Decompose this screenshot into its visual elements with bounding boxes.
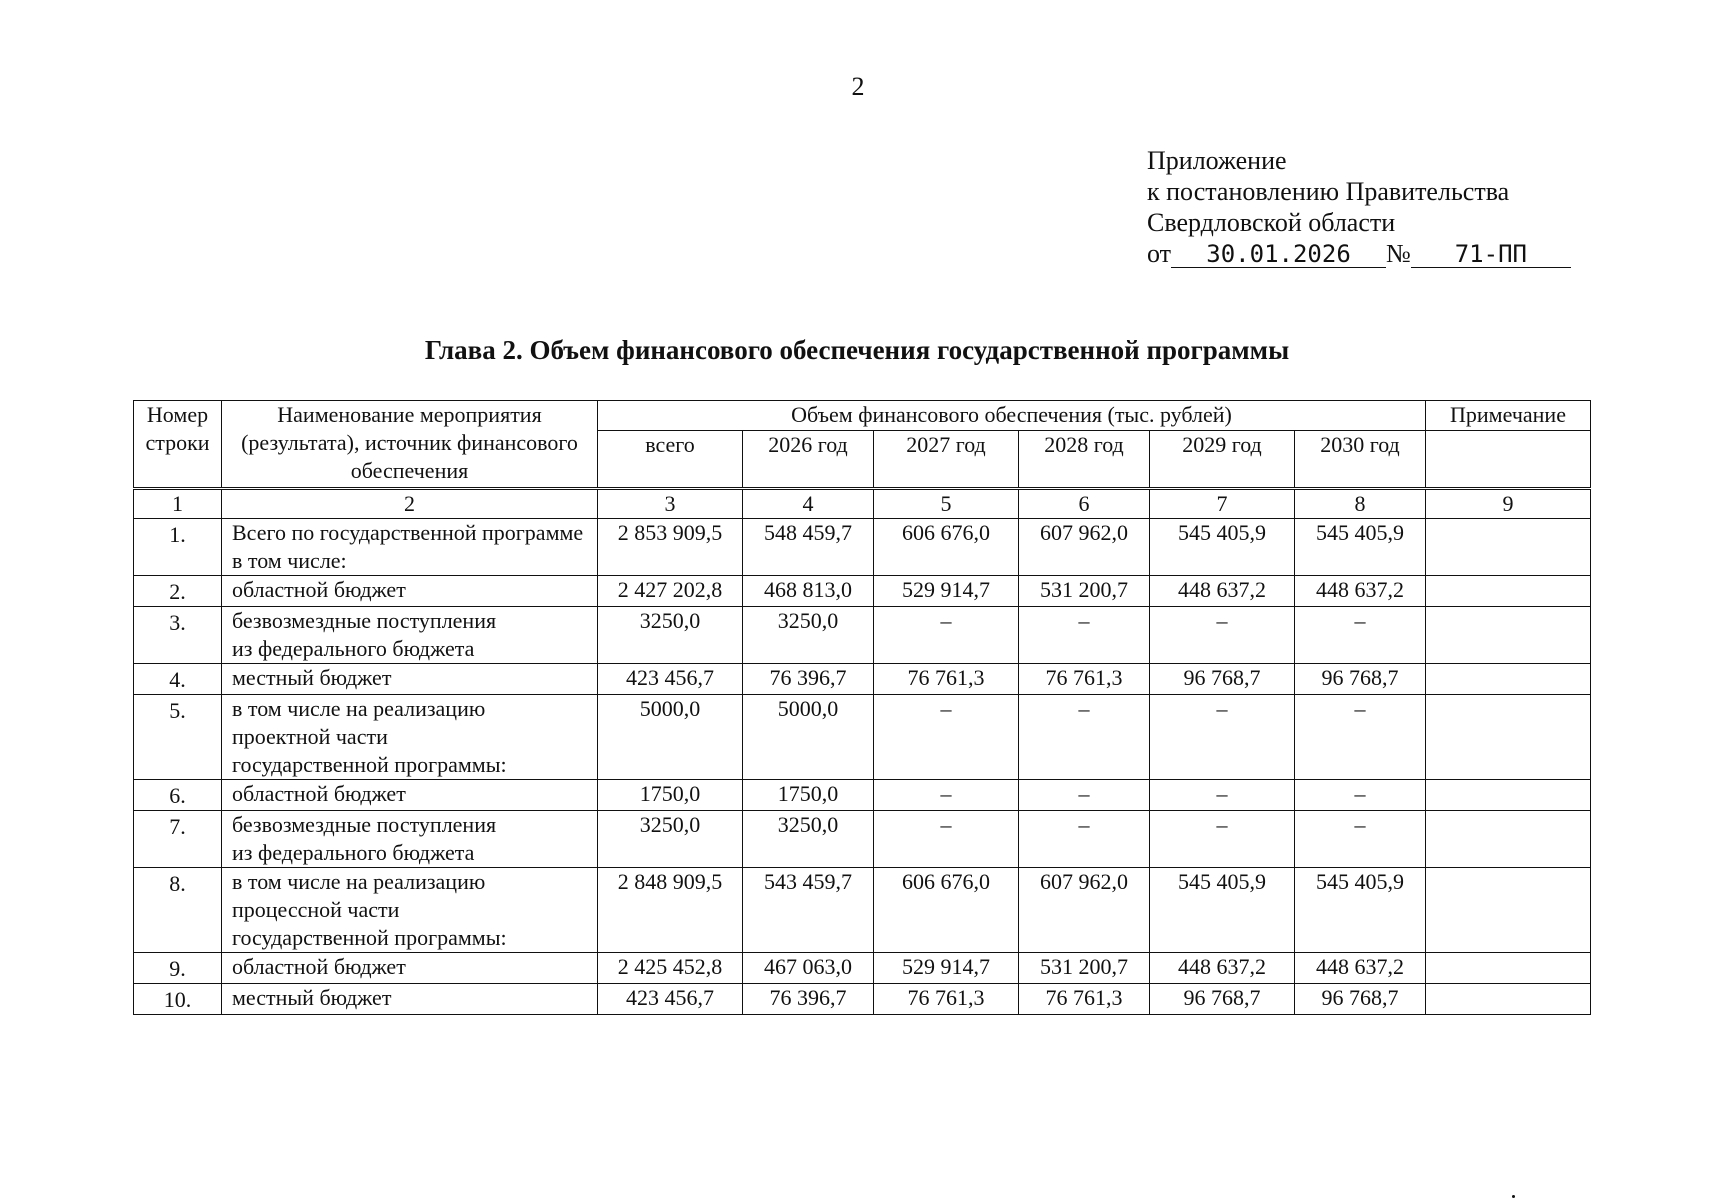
total-cell: 2 425 452,8: [598, 953, 743, 984]
header-total: всего: [598, 431, 743, 489]
table-row: [134, 695, 1591, 780]
row-number-cell: 2.: [134, 576, 222, 607]
value-2028-cell: –: [1019, 780, 1150, 811]
total-cell: 423 456,7: [598, 984, 743, 1015]
value-2029-cell: 96 768,7: [1150, 664, 1295, 695]
column-number: 4: [743, 489, 874, 519]
value-2026-cell: 548 459,7: [743, 519, 874, 576]
table-row: [134, 953, 1591, 984]
table-row: [134, 519, 1591, 576]
header-note: Примечание: [1426, 401, 1591, 431]
value-2028-cell: 76 761,3: [1019, 984, 1150, 1015]
header-2027: 2027 год: [874, 431, 1019, 489]
total-cell: 5000,0: [598, 695, 743, 780]
note-cell: [1426, 868, 1591, 953]
row-number-cell: 1.: [134, 519, 222, 576]
table-header-row: [134, 401, 1591, 431]
row-number-cell: 9.: [134, 953, 222, 984]
value-2028-cell: 607 962,0: [1019, 519, 1150, 576]
row-name-cell: областной бюджет: [222, 953, 598, 984]
column-number: 1: [134, 489, 222, 519]
value-2027-cell: 76 761,3: [874, 664, 1019, 695]
column-number-row: [134, 489, 1591, 519]
row-number-cell: 4.: [134, 664, 222, 695]
table-row: [134, 811, 1591, 868]
value-2026-cell: 1750,0: [743, 780, 874, 811]
value-2029-cell: 545 405,9: [1150, 519, 1295, 576]
table-row: [134, 664, 1591, 695]
header-2028: 2028 год: [1019, 431, 1150, 489]
header-2029: 2029 год: [1150, 431, 1295, 489]
row-name-cell: безвозмездные поступления из федерального бюджета: [222, 607, 598, 664]
value-2026-cell: 468 813,0: [743, 576, 874, 607]
header-2030: 2030 год: [1295, 431, 1426, 489]
column-number: 6: [1019, 489, 1150, 519]
row-number-cell: 7.: [134, 811, 222, 868]
value-2030-cell: 545 405,9: [1295, 868, 1426, 953]
row-name-cell: местный бюджет: [222, 664, 598, 695]
value-2028-cell: 76 761,3: [1019, 664, 1150, 695]
column-number: 2: [222, 489, 598, 519]
value-2027-cell: –: [874, 780, 1019, 811]
header-volume: Объем финансового обеспечения (тыс. рублей): [598, 401, 1426, 431]
column-number: 7: [1150, 489, 1295, 519]
note-cell: [1426, 811, 1591, 868]
value-2026-cell: 467 063,0: [743, 953, 874, 984]
appendix-line-region: Свердловской области: [1147, 208, 1396, 237]
row-name-cell: местный бюджет: [222, 984, 598, 1015]
header-name: Наименование мероприятия (результата), источник финансового обеспечения: [222, 401, 598, 489]
value-2027-cell: 606 676,0: [874, 519, 1019, 576]
value-2026-cell: 3250,0: [743, 811, 874, 868]
value-2029-cell: –: [1150, 695, 1295, 780]
chapter-title: Глава 2. Объем финансового обеспечения государственной программы: [424, 335, 1290, 365]
row-number-cell: 3.: [134, 607, 222, 664]
value-2029-cell: 448 637,2: [1150, 576, 1295, 607]
value-2030-cell: 96 768,7: [1295, 984, 1426, 1015]
row-number-cell: 5.: [134, 695, 222, 780]
appendix-date-line: [1147, 238, 1571, 269]
column-number: 9: [1426, 489, 1591, 519]
value-2029-cell: 96 768,7: [1150, 984, 1295, 1015]
value-2027-cell: 606 676,0: [874, 868, 1019, 953]
header-2026: 2026 год: [743, 431, 874, 489]
table-row: [134, 984, 1591, 1015]
resolution-number: 71-ПП: [1411, 241, 1571, 268]
value-2029-cell: –: [1150, 811, 1295, 868]
appendix-header: [1147, 145, 1571, 269]
value-2027-cell: 529 914,7: [874, 576, 1019, 607]
value-2026-cell: 76 396,7: [743, 984, 874, 1015]
value-2028-cell: –: [1019, 607, 1150, 664]
total-cell: 3250,0: [598, 811, 743, 868]
row-name-cell: областной бюджет: [222, 780, 598, 811]
value-2030-cell: –: [1295, 811, 1426, 868]
total-cell: 1750,0: [598, 780, 743, 811]
row-number-cell: 6.: [134, 780, 222, 811]
table-row: [134, 607, 1591, 664]
column-number: 5: [874, 489, 1019, 519]
row-name-cell: Всего по государственной программе в том числе:: [222, 519, 598, 576]
note-cell: [1426, 576, 1591, 607]
column-number: 8: [1295, 489, 1426, 519]
value-2030-cell: 545 405,9: [1295, 519, 1426, 576]
number-prefix: №: [1386, 239, 1411, 268]
row-number-cell: 8.: [134, 868, 222, 953]
total-cell: 3250,0: [598, 607, 743, 664]
column-number: 3: [598, 489, 743, 519]
table-row: [134, 576, 1591, 607]
value-2026-cell: 3250,0: [743, 607, 874, 664]
total-cell: 2 853 909,5: [598, 519, 743, 576]
value-2027-cell: 76 761,3: [874, 984, 1019, 1015]
value-2028-cell: 607 962,0: [1019, 868, 1150, 953]
value-2030-cell: –: [1295, 780, 1426, 811]
value-2030-cell: 448 637,2: [1295, 953, 1426, 984]
scan-mark: [1512, 1195, 1515, 1198]
value-2029-cell: 545 405,9: [1150, 868, 1295, 953]
resolution-date: 30.01.2026: [1171, 241, 1386, 268]
value-2028-cell: –: [1019, 811, 1150, 868]
appendix-title: Приложение: [1147, 146, 1287, 175]
value-2028-cell: 531 200,7: [1019, 953, 1150, 984]
total-cell: 2 848 909,5: [598, 868, 743, 953]
value-2026-cell: 543 459,7: [743, 868, 874, 953]
value-2026-cell: 5000,0: [743, 695, 874, 780]
note-cell: [1426, 780, 1591, 811]
appendix-line-resolution: к постановлению Правительства: [1147, 177, 1510, 206]
note-cell: [1426, 664, 1591, 695]
note-cell: [1426, 984, 1591, 1015]
total-cell: 423 456,7: [598, 664, 743, 695]
row-name-cell: безвозмездные поступления из федерального бюджета: [222, 811, 598, 868]
note-cell: [1426, 519, 1591, 576]
value-2028-cell: –: [1019, 695, 1150, 780]
value-2029-cell: 448 637,2: [1150, 953, 1295, 984]
value-2030-cell: –: [1295, 695, 1426, 780]
value-2030-cell: 96 768,7: [1295, 664, 1426, 695]
row-name-cell: в том числе на реализацию процессной части государственной программы:: [222, 868, 598, 953]
row-number-cell: 10.: [134, 984, 222, 1015]
financing-table: [133, 400, 1591, 1015]
note-cell: [1426, 953, 1591, 984]
value-2030-cell: –: [1295, 607, 1426, 664]
value-2028-cell: 531 200,7: [1019, 576, 1150, 607]
value-2027-cell: –: [874, 695, 1019, 780]
value-2029-cell: –: [1150, 607, 1295, 664]
note-cell: [1426, 607, 1591, 664]
header-row-number: Номер строки: [134, 401, 222, 489]
header-note-empty: [1426, 431, 1591, 489]
row-name-cell: в том числе на реализацию проектной части государственной программы:: [222, 695, 598, 780]
value-2027-cell: 529 914,7: [874, 953, 1019, 984]
date-prefix: от: [1147, 239, 1172, 268]
value-2029-cell: –: [1150, 780, 1295, 811]
value-2026-cell: 76 396,7: [743, 664, 874, 695]
value-2027-cell: –: [874, 811, 1019, 868]
row-name-cell: областной бюджет: [222, 576, 598, 607]
value-2027-cell: –: [874, 607, 1019, 664]
page-number: 2: [851, 72, 865, 101]
total-cell: 2 427 202,8: [598, 576, 743, 607]
note-cell: [1426, 695, 1591, 780]
table-row: [134, 780, 1591, 811]
table-row: [134, 868, 1591, 953]
value-2030-cell: 448 637,2: [1295, 576, 1426, 607]
